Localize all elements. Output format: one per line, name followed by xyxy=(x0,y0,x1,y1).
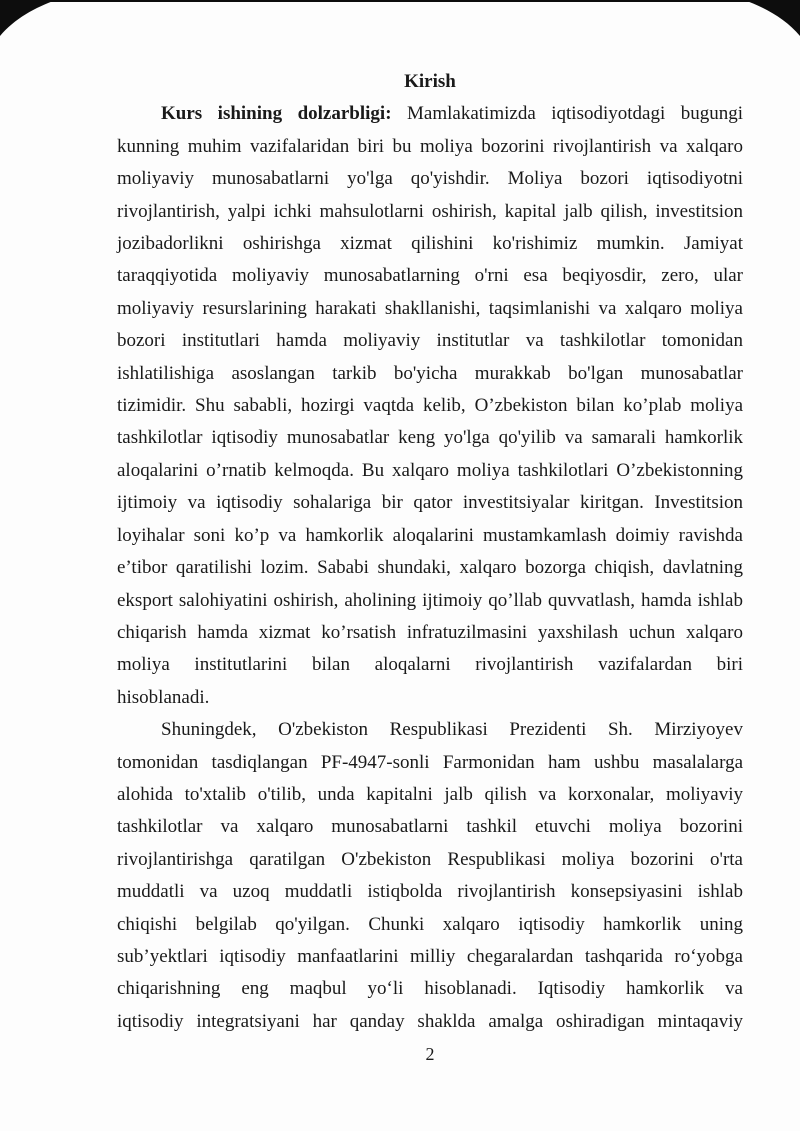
text-line-p1-2 xyxy=(117,131,743,163)
line-text: taraqqiyotida moliyaviy munosabatlarning o'rni esa beqiyosdir, zero, ular xyxy=(117,265,743,287)
line-text: chiqarish hamda xizmat ko’rsatish infratuzilmasini yaxshilash uchun xalqaro xyxy=(117,621,743,643)
text-line-p1-4 xyxy=(117,196,743,228)
document-body xyxy=(117,98,743,1038)
line-text: eksport salohiyatini oshirish, aholining ijtimoiy qo’llab quvvatlash, hamda ishlab xyxy=(117,589,743,611)
section-title: Kirish xyxy=(404,71,456,92)
text-line-p1-7 xyxy=(117,293,743,325)
bold-lead-text: Kurs ishining dolzarbligi: xyxy=(161,103,392,125)
text-line-p1-14 xyxy=(117,520,743,552)
line-text: moliyaviy munosabatlarni yo'lga qo'yishdir. Moliya bozori iqtisodiyotni xyxy=(117,168,743,190)
text-line-p1-5 xyxy=(117,228,743,260)
text-line-p2-9 xyxy=(117,973,743,1005)
text-line-p1-9 xyxy=(117,358,743,390)
line-text: e’tibor qaratilishi lozim. Sababi shundaki, xalqaro bozorga chiqish, davlatning xyxy=(117,557,743,579)
text-line-p2-2 xyxy=(117,747,743,779)
text-line-p1-13 xyxy=(117,487,743,519)
line-text: moliyaviy resurslarining harakati shakllanishi, taqsimlanishi va xalqaro moliya xyxy=(117,297,743,319)
text-line-p1-12 xyxy=(117,455,743,487)
line-text: alohida to'xtalib o'tilib, unda kapitalni jalb qilish va korxonalar, moliyaviy xyxy=(117,783,743,805)
line-text: jozibadorlikni oshirishga xizmat qilishini ko'rishimiz mumkin. Jamiyat xyxy=(117,233,743,255)
line-text: tashkilotlar iqtisodiy munosabatlar keng yo'lga qo'yilib va samarali hamkorlik xyxy=(117,427,743,449)
line-text: Shuningdek, O'zbekiston Respublikasi Prezidenti Sh. Mirziyoyev xyxy=(161,719,743,741)
line-text: hisoblanadi. xyxy=(117,686,210,708)
line-text: tizimidir. Shu sababli, hozirgi vaqtda kelib, O’zbekiston bilan ko’plab moliya xyxy=(117,395,743,417)
text-line-p2-6 xyxy=(117,876,743,908)
line-text: bozori institutlari hamda moliyaviy institutlar va tashkilotlar tomonidan xyxy=(117,330,743,352)
text-line-p1-3 xyxy=(117,163,743,195)
line-text: kunning muhim vazifalaridan biri bu moliya bozorini rivojlantirish va xalqaro xyxy=(117,135,743,157)
text-line-p1-16 xyxy=(117,585,743,617)
text-line-p1-8 xyxy=(117,325,743,357)
line-text: sub’yektlari iqtisodiy manfaatlarini milliy chegaralardan tashqarida roʻyobga xyxy=(117,945,743,967)
text-line-p2-1 xyxy=(117,714,743,746)
text-line-p1-10 xyxy=(117,390,743,422)
line-text: tomonidan tasdiqlangan PF-4947-sonli Farmonidan ham ushbu masalalarga xyxy=(117,751,743,773)
line-text: chiqarishning eng maqbul yoʻli hisoblanadi. Iqtisodiy hamkorlik va xyxy=(117,978,743,1000)
scan-top-edge-artifact xyxy=(0,0,800,2)
text-line-p1-6 xyxy=(117,260,743,292)
scan-corner-artifact-right xyxy=(738,0,800,38)
line-text: Mamlakatimizda iqtisodiyotdagi bugungi xyxy=(407,103,744,125)
text-line-p2-4 xyxy=(117,811,743,843)
page-content xyxy=(117,66,743,1071)
line-text: iqtisodiy integratsiyani har qanday shaklda amalga oshiradigan mintaqaviy xyxy=(117,1010,743,1032)
line-text: muddatli va uzoq muddatli istiqbolda rivojlantirish konsepsiyasini ishlab xyxy=(117,881,743,903)
text-line-p1-17 xyxy=(117,617,743,649)
text-line-p1-1 xyxy=(117,98,743,130)
line-text: ishlatilishiga asoslangan tarkib bo'yicha murakkab bo'lgan munosabatlar xyxy=(117,362,743,384)
text-line-p1-11 xyxy=(117,422,743,454)
line-text: chiqishi belgilab qo'yilgan. Chunki xalqaro iqtisodiy hamkorlik uning xyxy=(117,913,743,935)
line-text: rivojlantirish, yalpi ichki mahsulotlarni oshirish, kapital jalb qilish, investitsion xyxy=(117,200,743,222)
text-line-p2-5 xyxy=(117,844,743,876)
line-text: tashkilotlar va xalqaro munosabatlarni tashkil etuvchi moliya bozorini xyxy=(117,816,743,838)
text-line-p2-8 xyxy=(117,941,743,973)
text-line-p2-10 xyxy=(117,1006,743,1038)
page-number: 2 xyxy=(425,1044,435,1065)
line-text: loyihalar soni ko’p va hamkorlik aloqalarini mustamkamlash doimiy ravishda xyxy=(117,524,743,546)
text-line-p1-19 xyxy=(117,682,743,714)
line-text: ijtimoiy va iqtisodiy sohalariga bir qator investitsiyalar kiritgan. Investitsion xyxy=(117,492,743,514)
text-line-p2-7 xyxy=(117,909,743,941)
text-line-p2-3 xyxy=(117,779,743,811)
line-text: rivojlantirishga qaratilgan O'zbekiston Respublikasi moliya bozorini o'rta xyxy=(117,848,743,870)
line-text: moliya institutlarini bilan aloqalarni rivojlantirish vazifalardan biri xyxy=(117,654,743,676)
line-text: aloqalarini o’rnatib kelmoqda. Bu xalqaro moliya tashkilotlari O’zbekistonning xyxy=(117,459,743,481)
scan-corner-artifact-left xyxy=(0,0,62,38)
text-line-p1-15 xyxy=(117,552,743,584)
text-line-p1-18 xyxy=(117,649,743,681)
